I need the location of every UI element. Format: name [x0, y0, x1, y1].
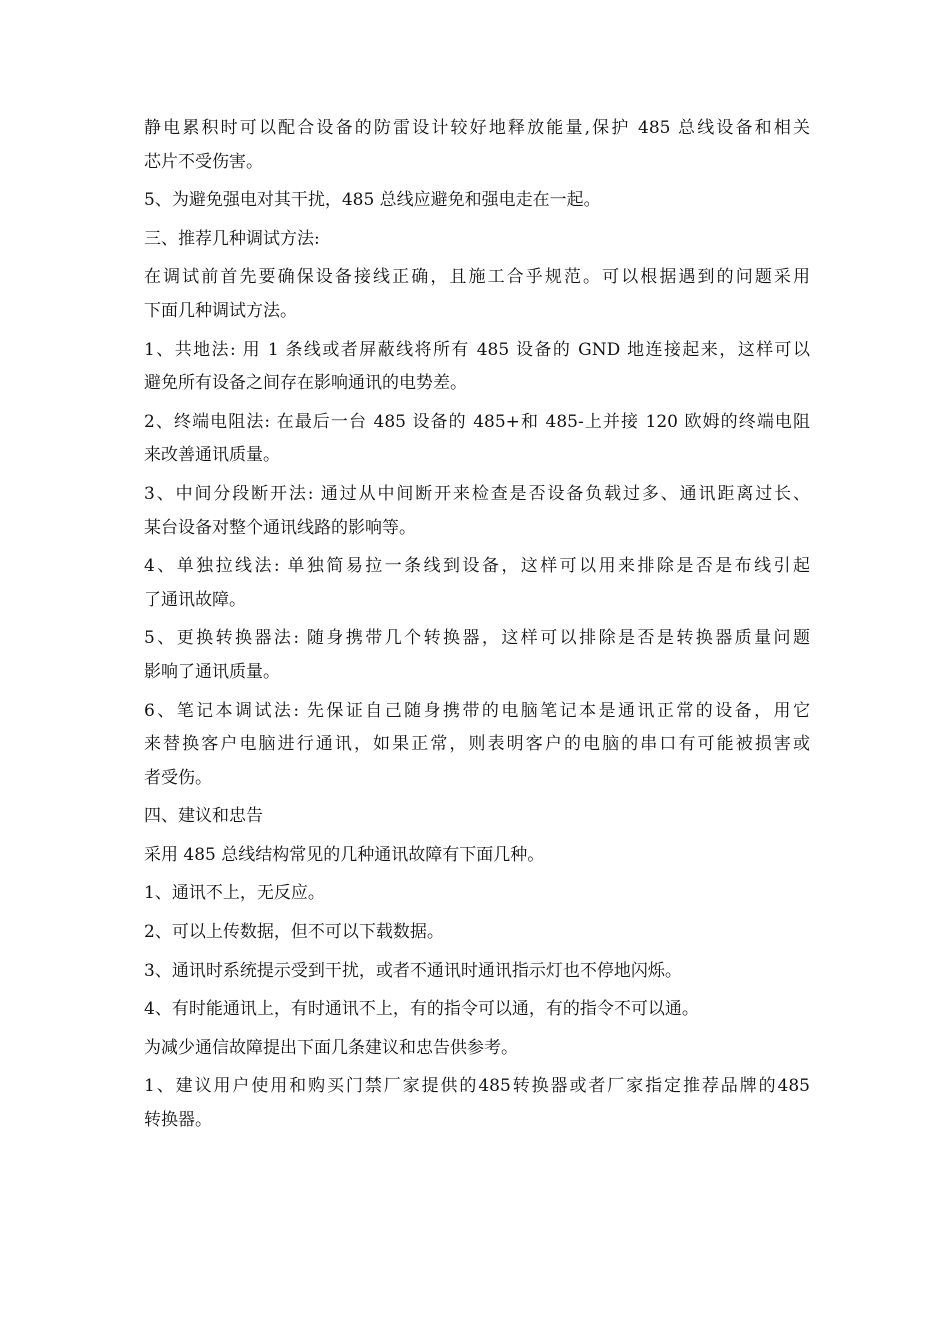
text-line: 3、中间分段断开法: 通过从中间断开来检查是否设备负载过多、通讯距离过长、 — [144, 483, 810, 504]
text-line: 6、笔记本调试法: 先保证自己随身携带的电脑笔记本是通讯正常的设备，用它 — [144, 700, 810, 721]
text-line: 下面几种调试方法。 — [144, 300, 297, 321]
text-line: 三、推荐几种调试方法: — [144, 228, 320, 249]
list-item — [144, 550, 810, 617]
list-item — [144, 993, 810, 1027]
section-heading — [144, 800, 810, 834]
text-line: 来改善通讯质量。 — [144, 445, 280, 466]
document-body — [144, 112, 810, 1138]
text-line: 静电累积时可以配合设备的防雷设计较好地释放能量,保护 485 总线设备和相关 — [144, 118, 810, 138]
text-line: 1、建议用户使用和购买门禁厂家提供的485转换器或者厂家指定推荐品牌的485 — [144, 1076, 810, 1097]
text-line: 了通讯故障。 — [144, 589, 246, 610]
list-item — [144, 334, 810, 401]
text-line: 芯片不受伤害。 — [144, 151, 263, 172]
text-line: 避免所有设备之间存在影响通讯的电势差。 — [144, 373, 467, 394]
text-line: 5、为避免强电对其干扰，485 总线应避免和强电走在一起。 — [144, 190, 601, 211]
text-line: 影响了通讯质量。 — [144, 661, 280, 682]
list-item — [144, 1070, 810, 1137]
text-line: 4、单独拉线法: 单独简易拉一条线到设备，这样可以用来排除是否是布线引起 — [144, 556, 810, 577]
list-item — [144, 478, 810, 545]
text-line: 1、通讯不上，无反应。 — [144, 883, 325, 904]
text-line: 者受伤。 — [144, 767, 212, 788]
list-item — [144, 695, 810, 796]
text-line: 某台设备对整个通讯线路的影响等。 — [144, 517, 416, 538]
list-item — [144, 622, 810, 689]
paragraph — [144, 184, 810, 218]
list-item — [144, 955, 810, 989]
paragraph — [144, 261, 810, 328]
text-line: 转换器。 — [144, 1110, 212, 1131]
text-line: 2、终端电阻法: 在最后一台 485 设备的 485+和 485-上并接 120 欧姆的终端电阻 — [144, 411, 810, 432]
section-heading — [144, 223, 810, 257]
text-line: 在调试前首先要确保设备接线正确，且施工合乎规范。可以根据遇到的问题采用 — [144, 267, 810, 288]
text-line: 5、更换转换器法: 随身携带几个转换器，这样可以排除是否是转换器质量问题 — [144, 628, 810, 649]
text-line: 3、通讯时系统提示受到干扰，或者不通讯时通讯指示灯也不停地闪烁。 — [144, 960, 682, 981]
text-line: 来替换客户电脑进行通讯，如果正常，则表明客户的电脑的串口有可能被损害或 — [144, 734, 810, 755]
text-line: 1、共地法: 用 1 条线或者屏蔽线将所有 485 设备的 GND 地连接起来，这样可以 — [144, 339, 810, 360]
list-item — [144, 877, 810, 911]
paragraph — [144, 112, 810, 179]
text-line: 四、建议和忠告 — [144, 806, 263, 827]
text-line: 为减少通信故障提出下面几条建议和忠告供参考。 — [144, 1037, 518, 1058]
list-item — [144, 406, 810, 473]
list-item — [144, 916, 810, 950]
paragraph — [144, 839, 810, 873]
text-line: 4、有时能通讯上，有时通讯不上，有的指令可以通，有的指令不可以通。 — [144, 999, 699, 1020]
paragraph — [144, 1032, 810, 1066]
text-line: 采用 485 总线结构常见的几种通讯故障有下面几种。 — [144, 844, 545, 865]
text-line: 2、可以上传数据，但不可以下载数据。 — [144, 922, 444, 943]
